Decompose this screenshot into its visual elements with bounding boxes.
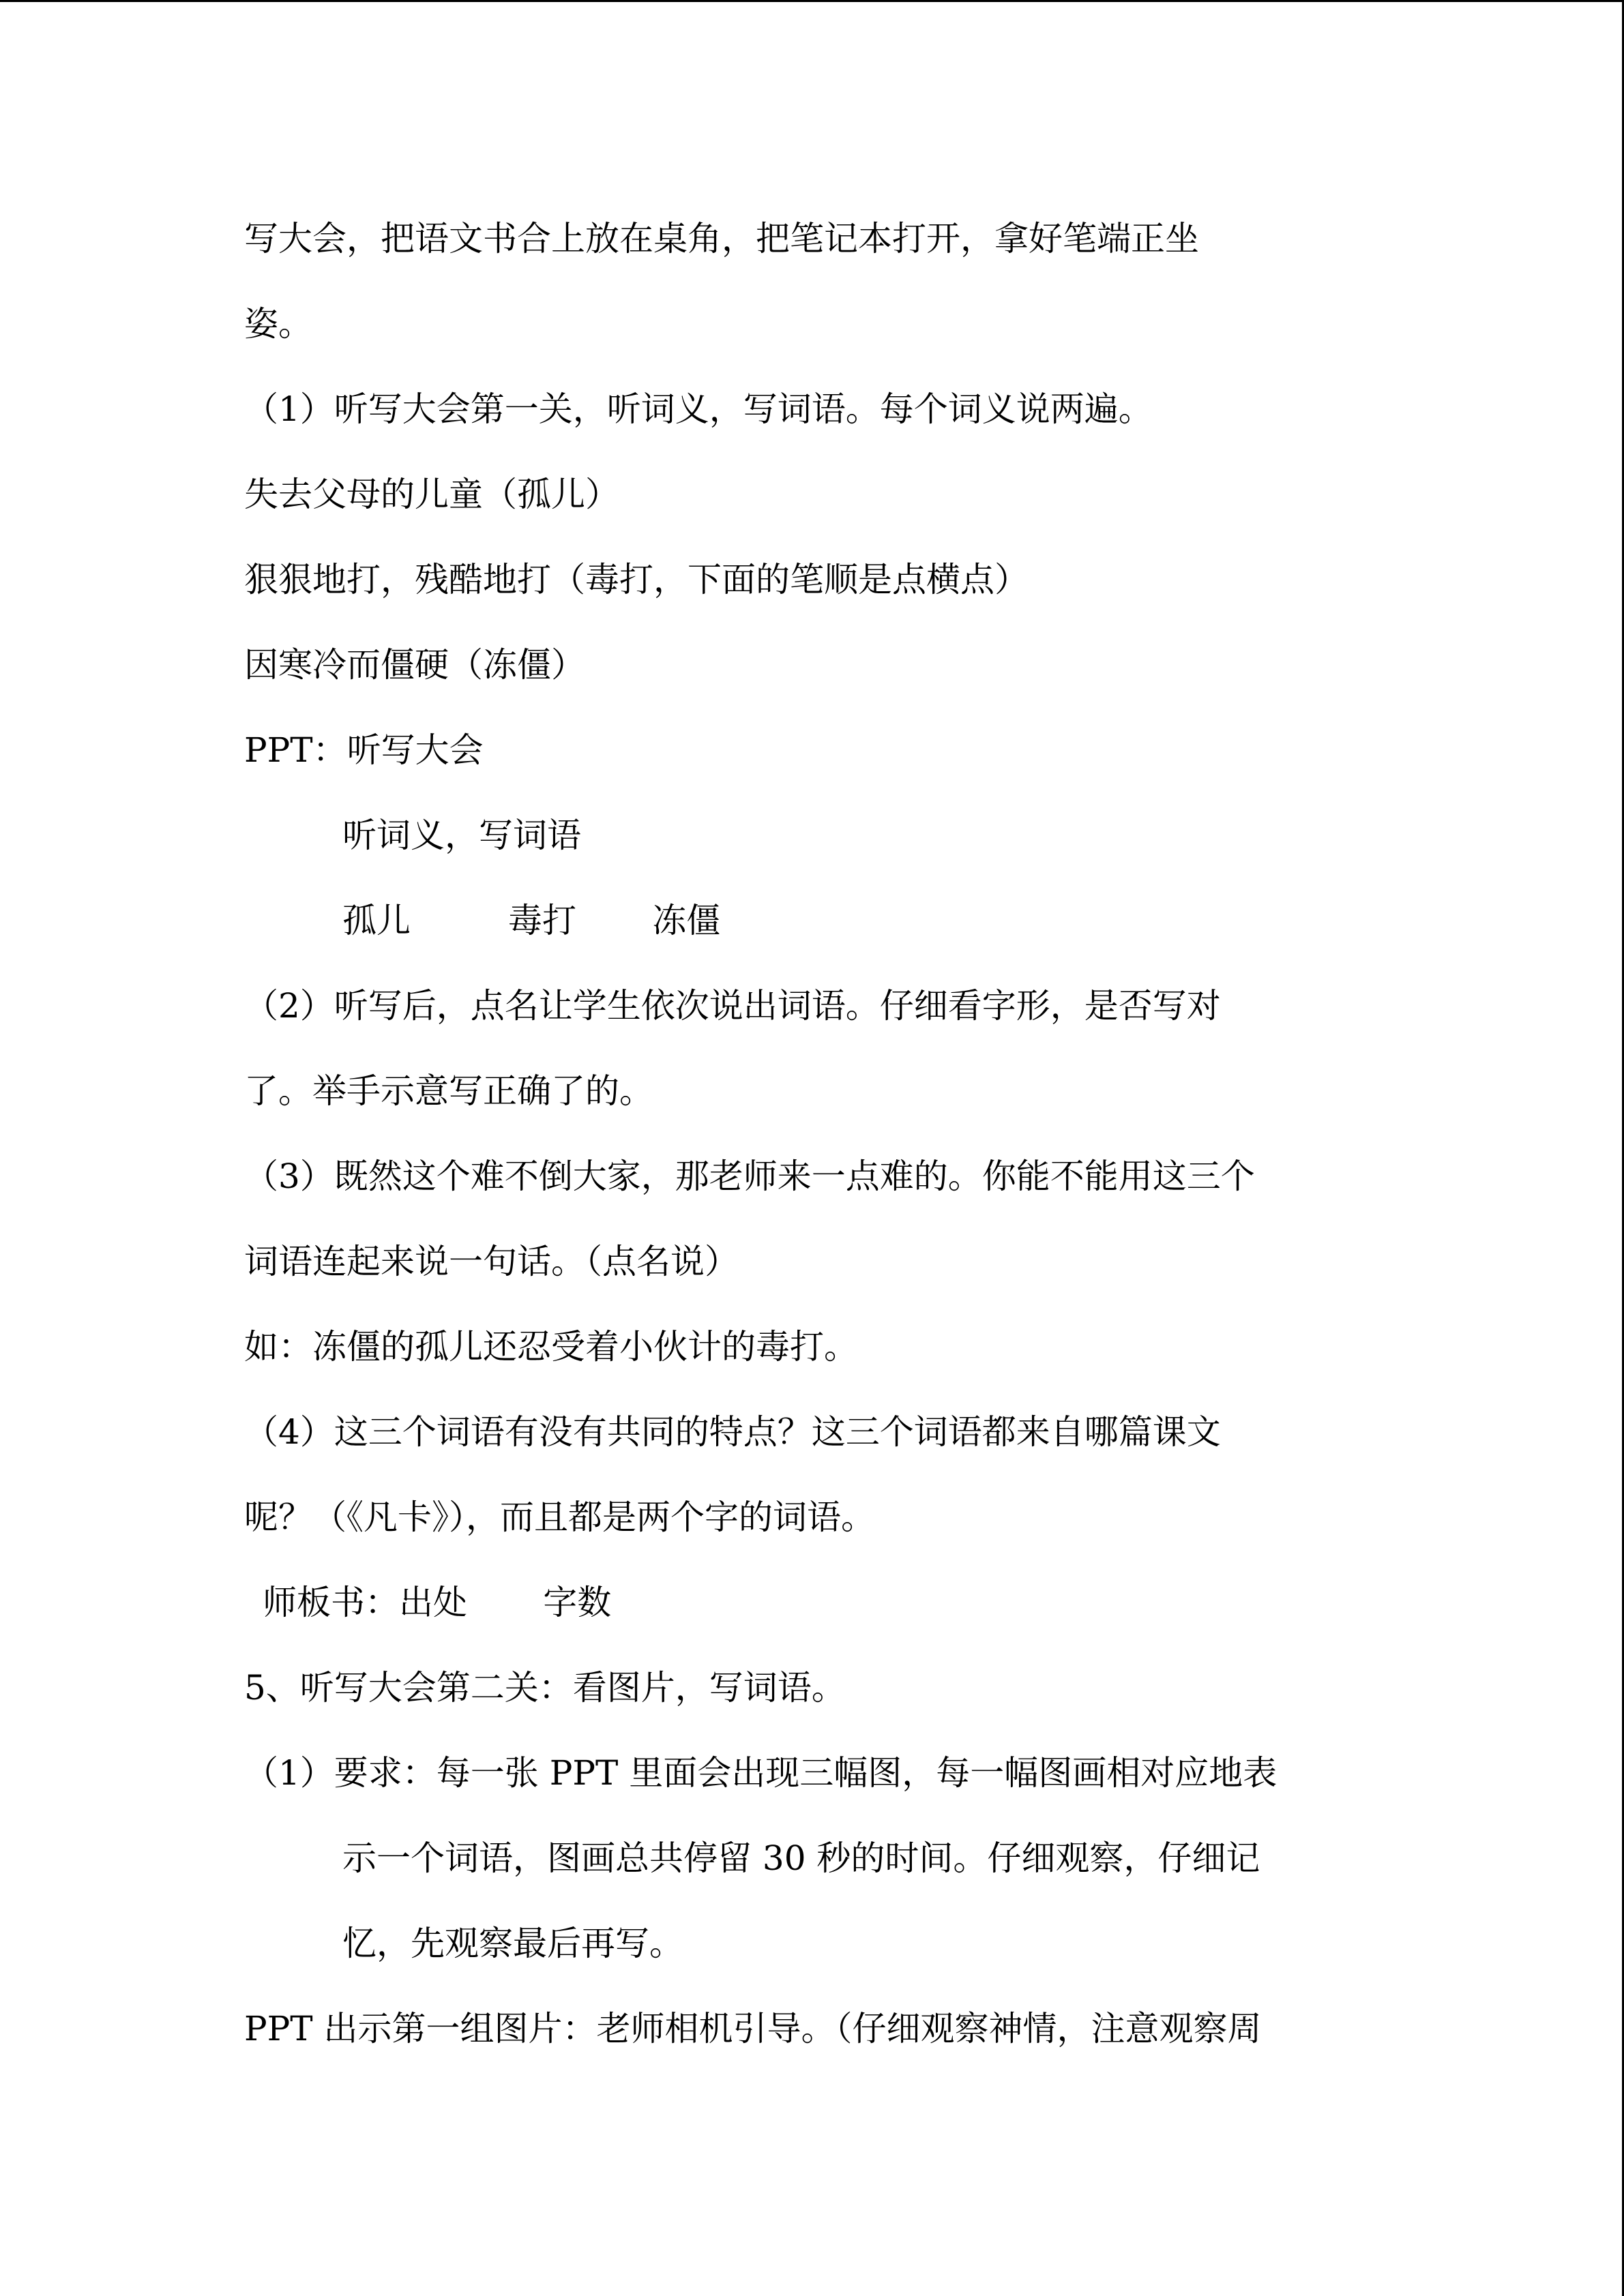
text-line: （3）既然这个难不倒大家，那老师来一点难的。你能不能用这三个 (244, 1157, 1255, 1196)
text-line: 姿。 (244, 304, 312, 344)
text-line: 如：冻僵的孤儿还忍受着小伙计的毒打。 (244, 1327, 858, 1367)
text-line: 示一个词语，图画总共停留 30 秒的时间。仔细观察，仔细记 (342, 1838, 1260, 1878)
text-line: （4）这三个词语有没有共同的特点？这三个词语都来自哪篇课文 (244, 1412, 1221, 1452)
text-line: 词语连起来说一句话。（点名说） (244, 1242, 739, 1281)
text-line: 孤儿 毒打 冻僵 (342, 901, 721, 940)
text-line: 了。举手示意写正确了的。 (244, 1071, 653, 1111)
text-line: 失去父母的儿童（孤儿） (244, 475, 619, 514)
text-line: 因寒冷而僵硬（冻僵） (244, 645, 585, 685)
text-line: 呢？（《凡卡》），而且都是两个字的词语。 (244, 1497, 875, 1537)
text-line: （1）听写大会第一关，听词义，写词语。每个词义说两遍。 (244, 389, 1153, 429)
text-line: 写大会，把语文书合上放在桌角，把笔记本打开，拿好笔端正坐 (244, 219, 1199, 258)
text-line: 5、听写大会第二关：看图片，写词语。 (244, 1668, 846, 1708)
text-line: 听词义，写词语 (342, 816, 581, 855)
text-line: 师板书：出处 字数 (263, 1583, 612, 1622)
text-line: 狠狠地打，残酷地打（毒打，下面的笔顺是点横点） (244, 560, 1029, 599)
text-line: PPT：听写大会 (244, 730, 484, 770)
text-line: （2）听写后，点名让学生依次说出词语。仔细看字形，是否写对 (244, 986, 1221, 1026)
text-line: PPT 出示第一组图片：老师相机引导。（仔细观察神情，注意观察周 (244, 2009, 1262, 2048)
text-line: （1）要求：每一张 PPT 里面会出现三幅图，每一幅图画相对应地表 (244, 1753, 1278, 1793)
text-line: 忆，先观察最后再写。 (342, 1924, 683, 1963)
